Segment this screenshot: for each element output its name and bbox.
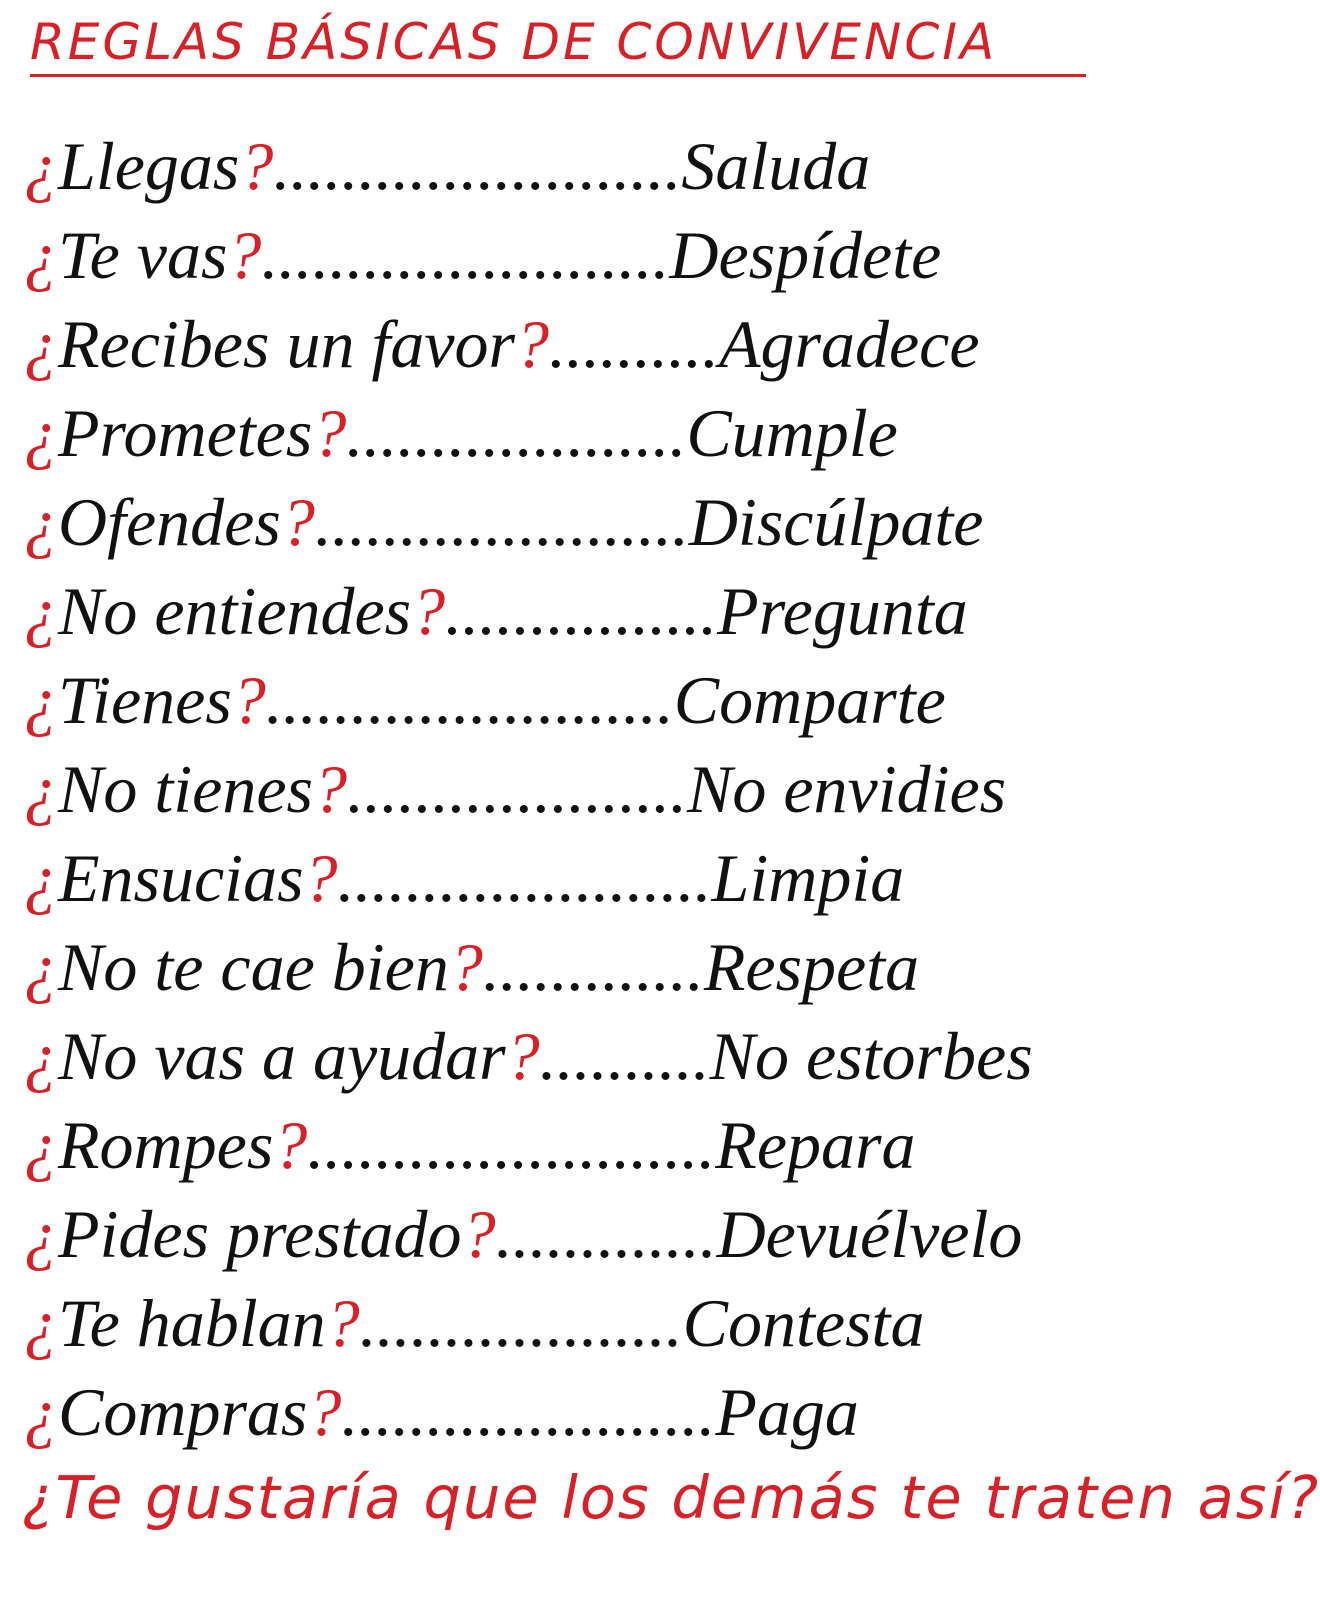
rule-row <box>24 122 1124 211</box>
rule-question-open-mark: ¿ <box>24 1374 58 1450</box>
rule-row <box>24 1279 1124 1368</box>
rule-answer: Devuélvelo <box>716 1196 1023 1272</box>
rule-row <box>24 567 1124 656</box>
rule-leader-dots: .................... <box>346 751 687 827</box>
rule-leader-dots: ................... <box>359 1285 683 1361</box>
rule-question: Ensucias <box>58 840 304 916</box>
rule-leader-dots: ........................ <box>261 217 670 293</box>
rule-row <box>24 1101 1124 1190</box>
rule-answer: No estorbes <box>709 1018 1033 1094</box>
rule-question-open-mark: ¿ <box>24 217 58 293</box>
rule-question-close-mark: ? <box>411 573 446 649</box>
rule-question-open-mark: ¿ <box>24 929 58 1005</box>
rule-question-close-mark: ? <box>227 217 262 293</box>
rule-question-close-mark: ? <box>312 751 347 827</box>
rule-question: Recibes un favor <box>58 306 515 382</box>
rule-leader-dots: ............. <box>482 929 704 1005</box>
rule-question: Compras <box>58 1374 308 1450</box>
rule-question-open-mark: ¿ <box>24 128 58 204</box>
rule-row <box>24 211 1124 300</box>
rule-question: Pides prestado <box>58 1196 462 1272</box>
rule-question-open-mark: ¿ <box>24 484 58 560</box>
rule-question: Prometes <box>58 395 313 471</box>
rule-question: Rompes <box>58 1107 274 1183</box>
rule-question: No te cae bien <box>58 929 449 1005</box>
rule-leader-dots: ...................... <box>337 840 712 916</box>
rule-question-open-mark: ¿ <box>24 1196 58 1272</box>
rule-answer: Contesta <box>682 1285 925 1361</box>
rule-row <box>24 834 1124 923</box>
rule-leader-dots: ...................... <box>314 484 689 560</box>
rule-row <box>24 745 1124 834</box>
rule-question: Ofendes <box>58 484 281 560</box>
rule-answer: Comparte <box>673 662 946 738</box>
rule-row <box>24 1368 1124 1457</box>
rule-question: Llegas <box>58 128 240 204</box>
rule-leader-dots: ................ <box>445 573 718 649</box>
rule-answer: Pregunta <box>717 573 968 649</box>
rules-list <box>24 122 1124 1457</box>
rule-question-close-mark: ? <box>312 395 347 471</box>
rule-question: No vas a ayudar <box>58 1018 506 1094</box>
rule-question-open-mark: ¿ <box>24 573 58 649</box>
rule-question-open-mark: ¿ <box>24 306 58 382</box>
rule-answer: Discúlpate <box>688 484 984 560</box>
rule-question: Te vas <box>58 217 228 293</box>
closing-question: ¿Te gustaría que los demás te traten así? <box>22 1463 1320 1532</box>
rule-answer: No envidies <box>686 751 1007 827</box>
rule-leader-dots: ........................ <box>265 662 674 738</box>
rule-question-close-mark: ? <box>505 1018 540 1094</box>
rule-question-close-mark: ? <box>303 840 338 916</box>
rule-row <box>24 1012 1124 1101</box>
rule-answer: Agradece <box>718 306 980 382</box>
rule-answer: Paga <box>715 1374 859 1450</box>
rule-row <box>24 389 1124 478</box>
rule-leader-dots: .................... <box>346 395 687 471</box>
rule-question-close-mark: ? <box>273 1107 308 1183</box>
rule-question-open-mark: ¿ <box>24 1285 58 1361</box>
rule-question-open-mark: ¿ <box>24 751 58 827</box>
rule-row <box>24 300 1124 389</box>
rule-question-close-mark: ? <box>461 1196 496 1272</box>
rule-question-open-mark: ¿ <box>24 395 58 471</box>
rule-row <box>24 923 1124 1012</box>
rule-leader-dots: .......... <box>548 306 719 382</box>
rule-answer: Saluda <box>681 128 871 204</box>
rule-question: Tienes <box>58 662 232 738</box>
rule-question: Te hablan <box>58 1285 326 1361</box>
rule-question-close-mark: ? <box>307 1374 342 1450</box>
rule-question-close-mark: ? <box>448 929 483 1005</box>
rule-question-open-mark: ¿ <box>24 840 58 916</box>
rule-leader-dots: ........................ <box>273 128 682 204</box>
rule-question-open-mark: ¿ <box>24 1018 58 1094</box>
rule-question-open-mark: ¿ <box>24 662 58 738</box>
rule-row <box>24 1190 1124 1279</box>
rule-row <box>24 478 1124 567</box>
rule-answer: Despídete <box>669 217 942 293</box>
rule-question-close-mark: ? <box>325 1285 360 1361</box>
rule-question: No entiendes <box>58 573 412 649</box>
rule-question-open-mark: ¿ <box>24 1107 58 1183</box>
rule-leader-dots: ........................ <box>307 1107 716 1183</box>
rule-question-close-mark: ? <box>239 128 274 204</box>
rule-answer: Respeta <box>703 929 920 1005</box>
rule-leader-dots: .......... <box>539 1018 710 1094</box>
poster-title: REGLAS BÁSICAS DE CONVIVENCIA <box>30 13 998 71</box>
rule-answer: Cumple <box>686 395 898 471</box>
rule-leader-dots: ...................... <box>341 1374 716 1450</box>
title-underline <box>30 74 1086 77</box>
rule-leader-dots: ............. <box>495 1196 717 1272</box>
rule-question: No tienes <box>58 751 313 827</box>
rule-question-close-mark: ? <box>231 662 266 738</box>
rule-answer: Repara <box>715 1107 916 1183</box>
rule-answer: Limpia <box>711 840 905 916</box>
rule-question-close-mark: ? <box>514 306 549 382</box>
rule-question-close-mark: ? <box>280 484 315 560</box>
rule-row <box>24 656 1124 745</box>
